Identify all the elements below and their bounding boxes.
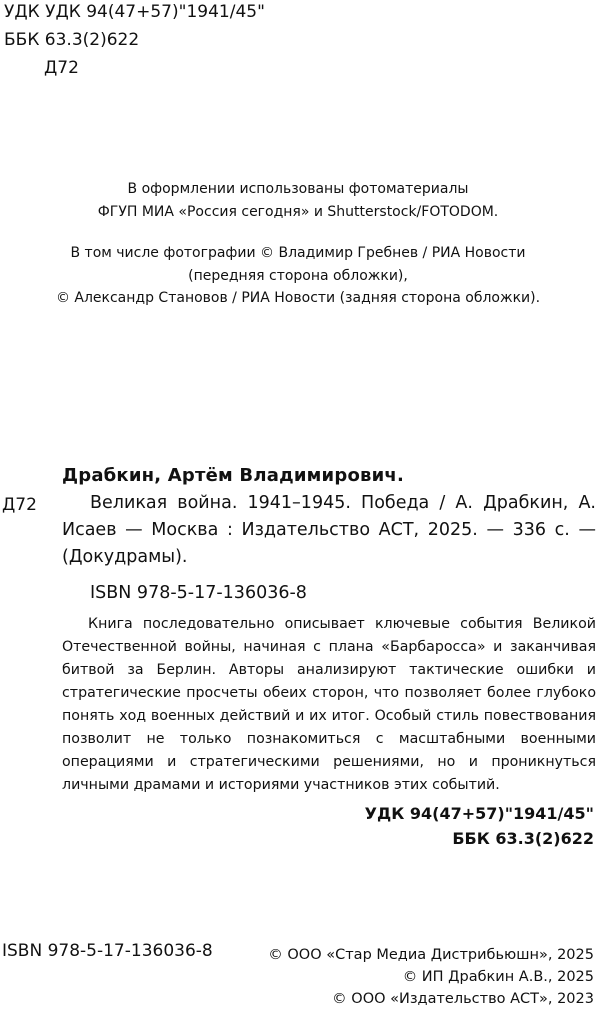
udc-code-top: УДК УДК 94(47+57)"1941/45" bbox=[4, 2, 265, 22]
bbk-code-card: ББК 63.3(2)622 bbox=[452, 829, 594, 848]
photo-credits-line-1: В оформлении использованы фотоматериалы bbox=[127, 181, 469, 197]
bibliographic-description: Великая война. 1941–1945. Победа / А. Драбкин, А. Исаев — Москва : Издательство АСТ, 2025. — 336 с. — (Докудрамы). bbox=[62, 493, 596, 567]
book-annotation: Книга последовательно описывает ключевые события Великой Отечественной войны, начиная с плана «Барбаросса» и заканчивая битвой за Берлин. Авторы анализируют тактические ошибки и стратегические просчеты обеих сторон, что позволяет более глубоко понять ход военных действий и их итог. Особый стиль повествования позволит не только познакомиться с масштабными военными операциями и стратегическими решениями, но и проникнуться личными драмами и историями участников этих событий. bbox=[62, 616, 596, 793]
udc-code-card: УДК 94(47+57)"1941/45" bbox=[364, 804, 594, 823]
photo-credits-line-2: ФГУП МИА «Россия сегодня» и Shutterstock/FOTODOM. bbox=[97, 204, 499, 220]
catalog-isbn: ISBN 978-5-17-136036-8 bbox=[90, 583, 307, 603]
photo-credits-line-4: (передняя сторона обложки), bbox=[188, 268, 408, 284]
photo-credits-line-3: В том числе фотографии © Владимир Гребнев / РИА Новости bbox=[70, 245, 526, 261]
photo-credits-line-5: © Александр Становов / РИА Новости (задняя сторона обложки). bbox=[55, 290, 541, 306]
footer-isbn: ISBN 978-5-17-136036-8 bbox=[2, 941, 213, 961]
copyright-line-3: © ООО «Издательство АСТ», 2023 bbox=[332, 991, 594, 1007]
catalog-margin-code: Д72 bbox=[2, 495, 37, 515]
copyright-line-1: © ООО «Стар Медиа Дистрибьюшн», 2025 bbox=[268, 947, 594, 963]
bbk-code-top: ББК 63.3(2)622 bbox=[4, 30, 140, 50]
author-heading: Драбкин, Артём Владимирович. bbox=[62, 465, 405, 486]
copyright-line-2: © ИП Драбкин А.В., 2025 bbox=[402, 969, 594, 985]
author-sign-top: Д72 bbox=[44, 58, 79, 78]
copyright-block bbox=[268, 944, 594, 1010]
